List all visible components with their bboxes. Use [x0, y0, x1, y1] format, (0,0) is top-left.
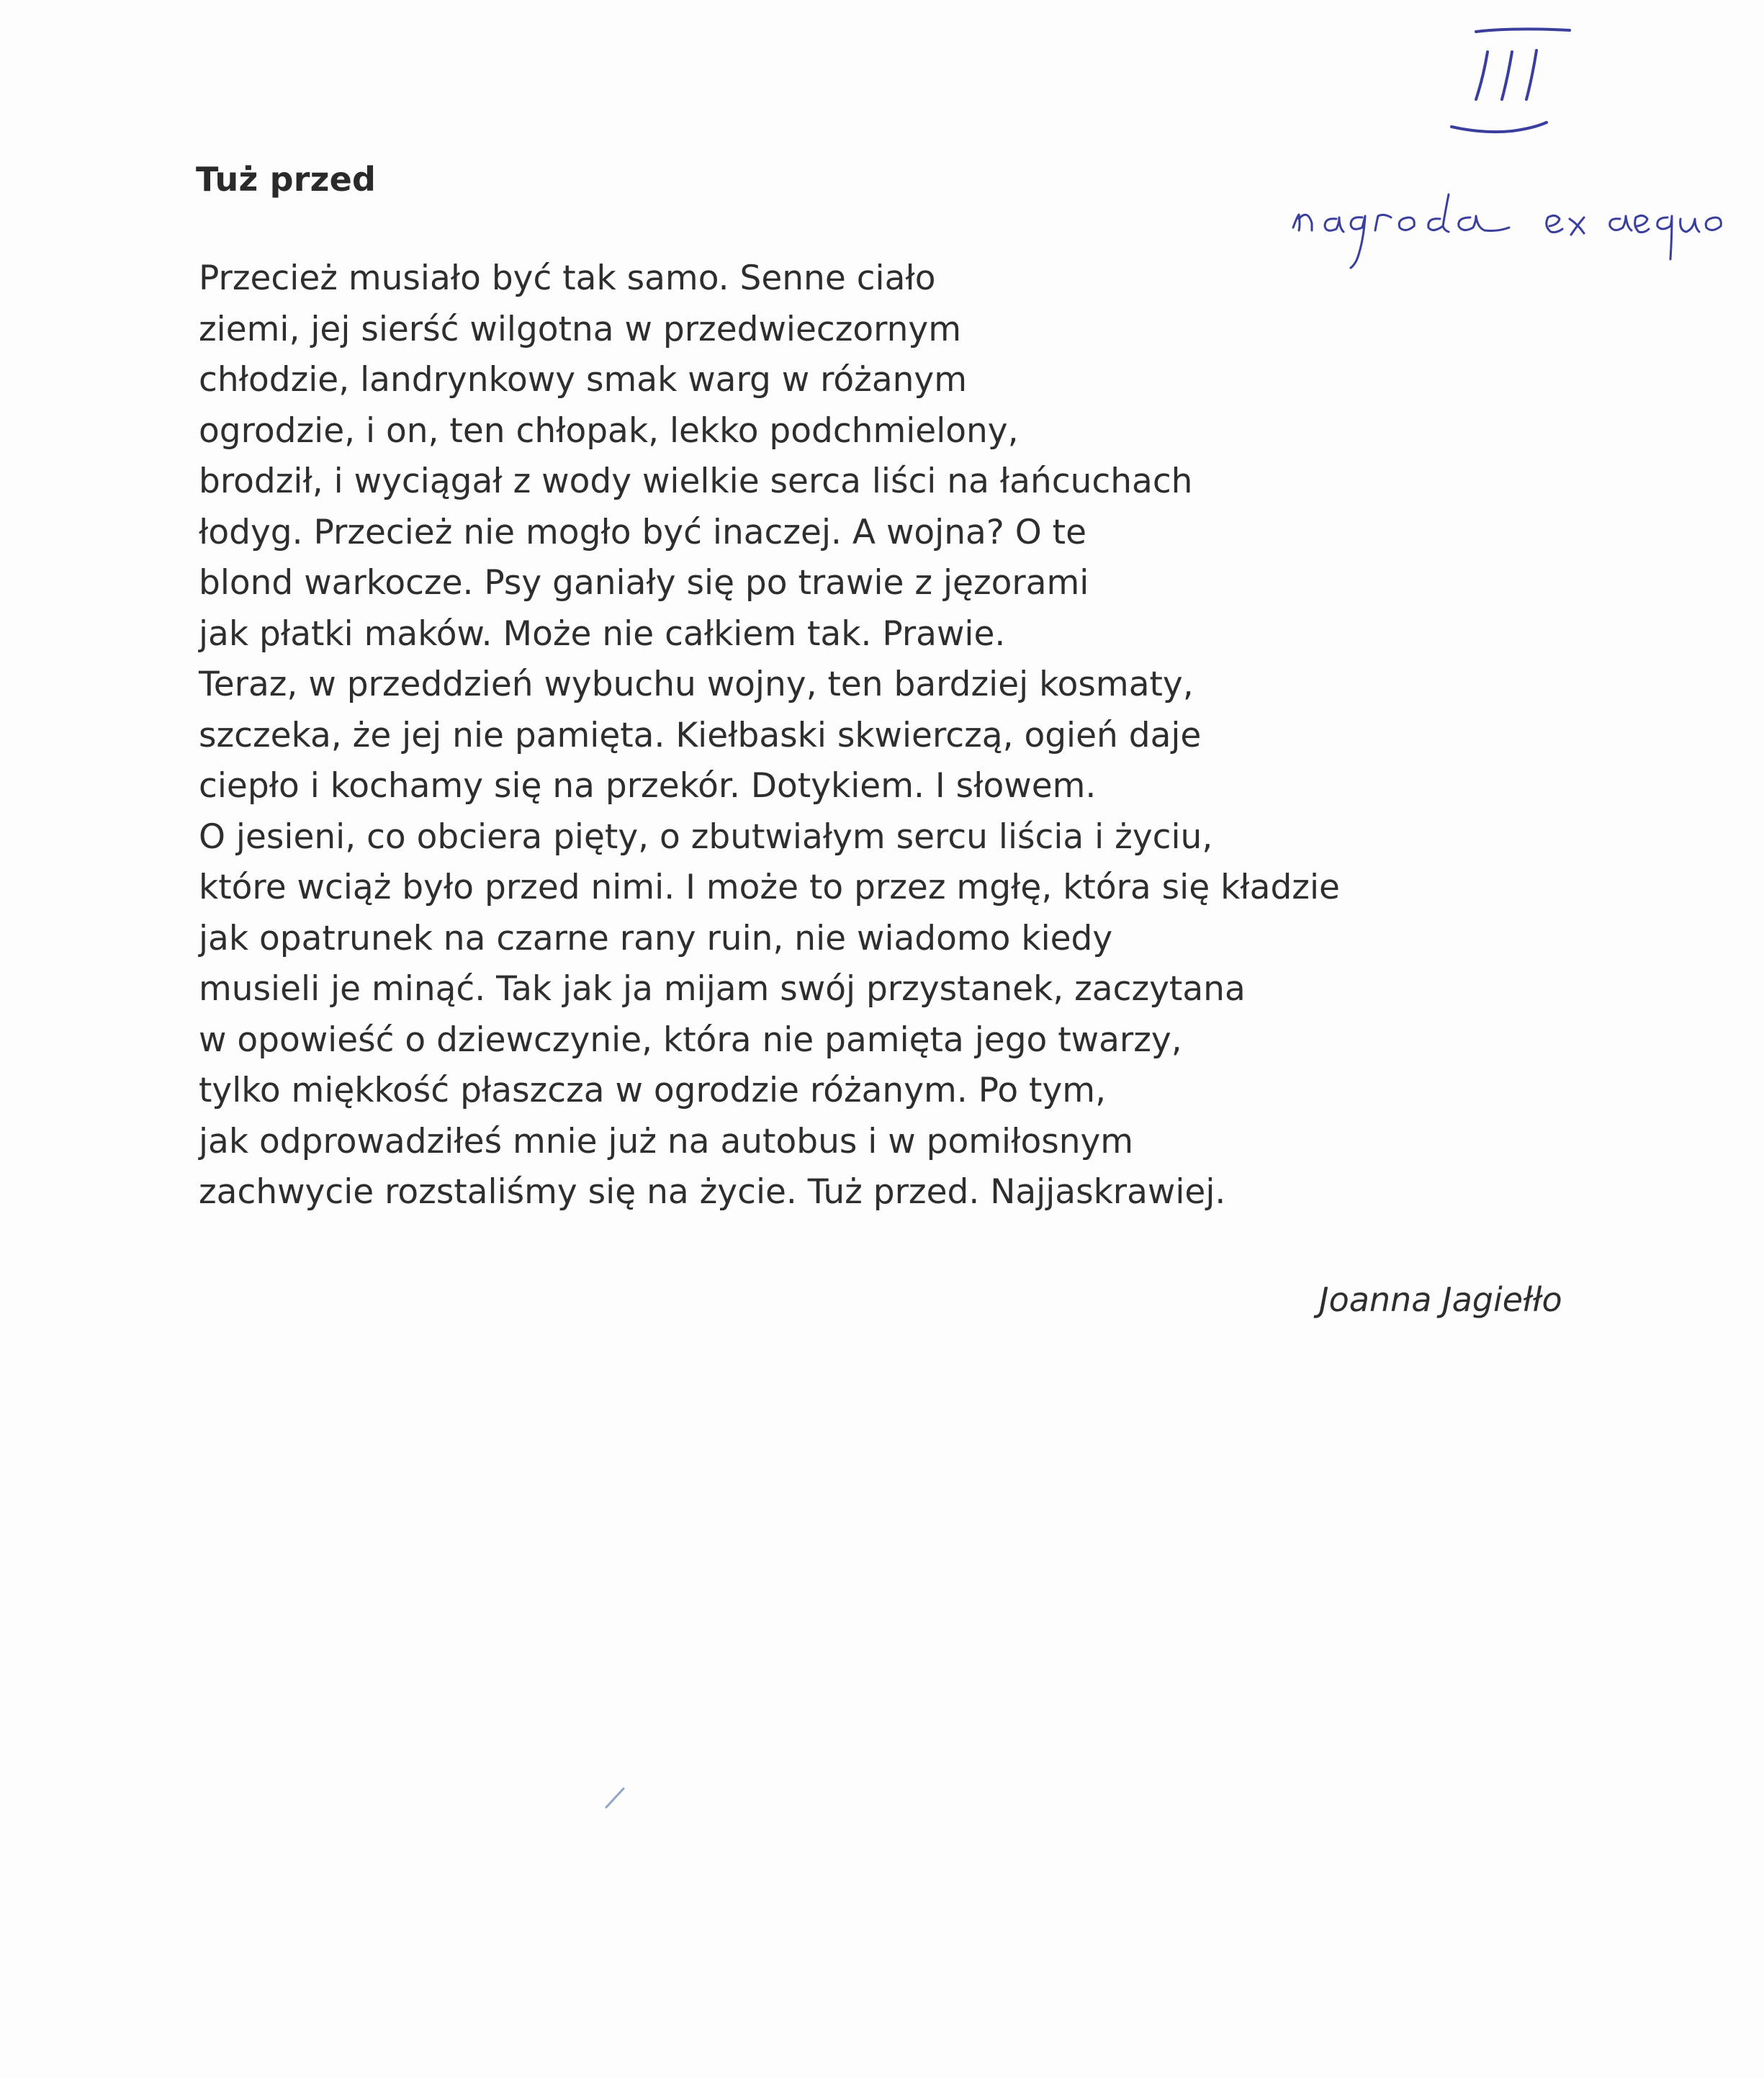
poem-line: które wciąż było przed nimi. I może to przez mgłę, która się kładzie — [199, 868, 1340, 907]
poem-line: jak opatrunek na czarne rany ruin, nie wiadomo kiedy — [199, 918, 1113, 958]
poem-line: brodził, i wyciągał z wody wielkie serca liści na łańcuchach — [199, 462, 1193, 501]
poem-line: Teraz, w przeddzień wybuchu wojny, ten bardziej kosmaty, — [199, 665, 1194, 704]
poem-line: chłodzie, landrynkowy smak warg w różanym — [199, 360, 968, 400]
poem-line: Przecież musiało być tak samo. Senne ciało — [199, 258, 936, 298]
poem-line: musieli je minąć. Tak jak ja mijam swój przystanek, zaczytana — [199, 969, 1246, 1009]
poem-line: łodyg. Przecież nie mogło być inaczej. A wojna? O te — [199, 512, 1086, 552]
poem-line: ciepło i kochamy się na przekór. Dotykiem. I słowem. — [199, 766, 1097, 806]
author-signature: Joanna Jagiełło — [1319, 1280, 1562, 1319]
poem-line: zachwycie rozstaliśmy się na życie. Tuż przed. Najjaskrawiej. — [199, 1172, 1226, 1212]
stray-pen-mark — [602, 1783, 631, 1812]
poem-line: tylko miękkość płaszcza w ogrodzie różanym. Po tym, — [199, 1071, 1107, 1110]
poem-body — [199, 253, 1423, 1218]
poem-line: ogrodzie, i on, ten chłopak, lekko podchmielony, — [199, 410, 1019, 451]
poem-line: w opowieść o dziewczynie, która nie pamięta jego twarzy, — [199, 1020, 1182, 1060]
handwritten-annotation — [1267, 14, 1742, 274]
poem-line: ziemi, jej sierść wilgotna w przedwieczornym — [199, 309, 962, 349]
poem-line: O jesieni, co obciera pięty, o zbutwiałym sercu liścia i życiu, — [199, 817, 1213, 857]
poem-line: szczeka, że jej nie pamięta. Kiełbaski skwierczą, ogień daje — [199, 715, 1202, 755]
handwritten-numeral-III — [1452, 29, 1570, 132]
poem-line: jak płatki maków. Może nie całkiem tak. Prawie. — [199, 613, 1006, 654]
poem-line: blond warkocze. Psy ganiały się po trawie z jęzorami — [199, 563, 1089, 603]
poem-title: Tuż przed — [196, 160, 377, 199]
poem-line: jak odprowadziłeś mnie już na autobus i w pomiłosnym — [199, 1121, 1134, 1161]
